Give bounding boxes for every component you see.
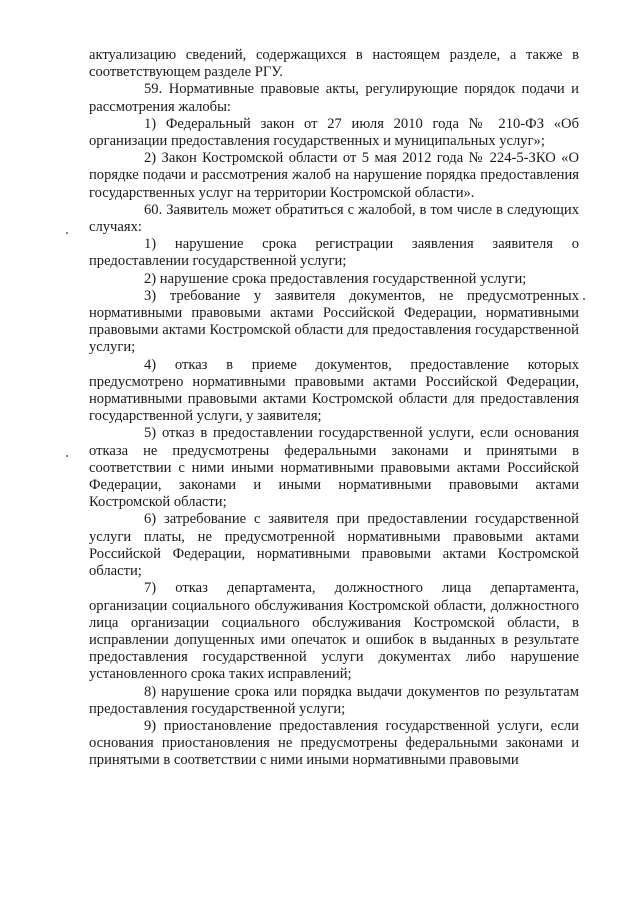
paragraph-60-item-4: 4) отказ в приеме документов, предоставление которых предусмотрено нормативными правовыми актами Российской Федерации, нормативными правовыми актами Костромской области для предоставления государственной услуги, у заявителя; xyxy=(89,356,579,425)
document-body xyxy=(89,47,579,770)
scan-speck xyxy=(583,298,585,300)
paragraph-60-item-1: 1) нарушение срока регистрации заявления заявителя о предоставлении государственной услуги; xyxy=(89,236,579,270)
paragraph-60-item-8: 8) нарушение срока или порядка выдачи документов по результатам предоставления государственной услуги; xyxy=(89,683,579,717)
scan-speck xyxy=(66,232,68,234)
paragraph-60-item-2: 2) нарушение срока предоставления государственной услуги; xyxy=(144,270,527,287)
paragraph-59-item-2: 2) Закон Костромской области от 5 мая 2012 года № 224-5-ЗКО «О порядке подачи и рассмотрения жалоб на нарушение порядка предоставления государственных услуг на территории Костромской области». xyxy=(89,150,579,201)
paragraph-continuation: актуализацию сведений, содержащихся в настоящем разделе, а также в соответствующем разделе РГУ. xyxy=(89,47,579,81)
paragraph-60-item-9: 9) приостановление предоставления государственной услуги, если основания приостановления не предусмотрены федеральными законами и принятыми в соответствии с ними иными нормативными правовыми xyxy=(89,717,579,769)
scan-speck xyxy=(66,455,68,457)
paragraph-60: 60. Заявитель может обратиться с жалобой, в том числе в следующих случаях: xyxy=(89,201,579,236)
paragraph-60-item-3: 3) требование у заявителя документов, не предусмотренных нормативными правовыми актами Российской Федерации, нормативными правовыми актами Костромской области для предоставления государственной услуги; xyxy=(89,287,579,356)
paragraph-60-item-7: 7) отказ департамента, должностного лица департамента, организации социального обслуживания Костромской области, должностного лица организации социального обслуживания Костромской области, в исправлении допущенных ими опечаток и ошибок в выданных в результате предоставления государственной услуги документах либо нарушение установленного срока таких исправлений; xyxy=(89,580,579,683)
paragraph-59: 59. Нормативные правовые акты, регулирующие порядок подачи и рассмотрения жалобы: xyxy=(89,81,579,115)
paragraph-60-item-6: 6) затребование с заявителя при предоставлении государственной услуги платы, не предусмотренной нормативными правовыми актами Российской Федерации, нормативными правовыми актами Костромской области; xyxy=(89,511,579,580)
paragraph-60-item-5: 5) отказ в предоставлении государственной услуги, если основания отказа не предусмотрены федеральными законами и принятыми в соответствии с ними иными нормативными правовыми актами Российской Федерации, законами и иными нормативными правовыми актами Костромской области; xyxy=(89,425,579,511)
paragraph-59-item-1: 1) Федеральный закон от 27 июля 2010 года № 210-ФЗ «Об организации предоставления государственных и муниципальных услуг»; xyxy=(89,115,579,150)
